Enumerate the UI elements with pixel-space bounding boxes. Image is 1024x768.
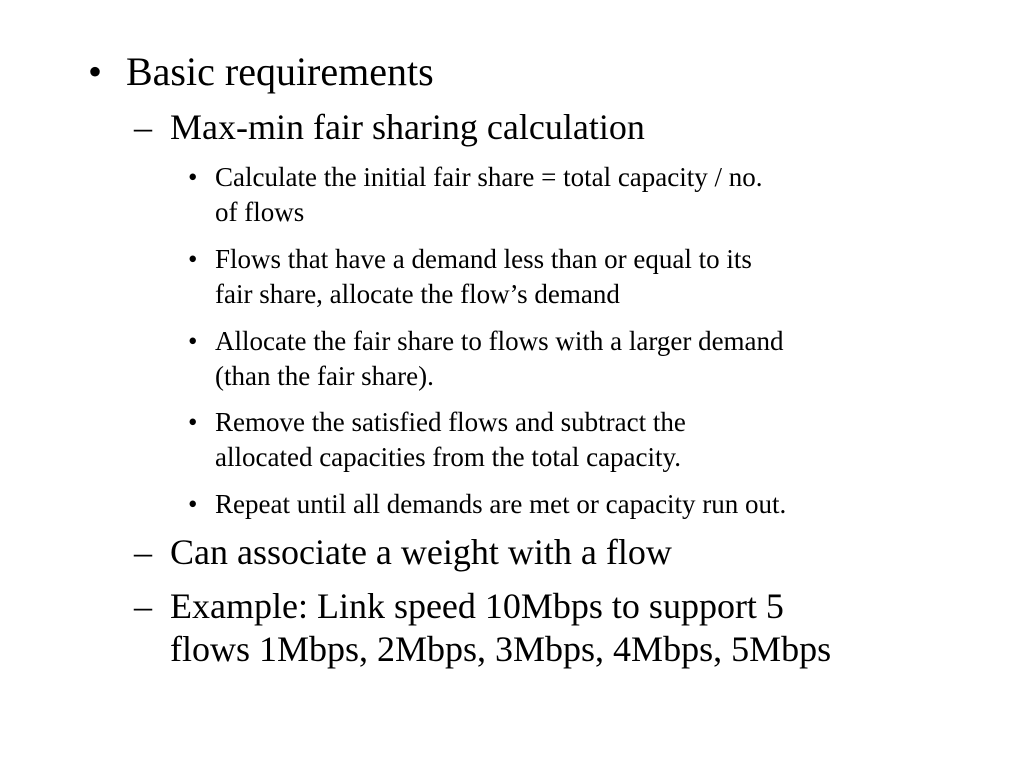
step-line: allocated capacities from the total capacity.: [215, 442, 682, 472]
bullet-marker: •: [88, 49, 103, 94]
bullet-marker: •: [188, 407, 198, 437]
step-text: [215, 324, 784, 394]
bullet-marker: •: [188, 489, 198, 519]
example-line: Example: Link speed 10Mbps to support 5: [170, 586, 784, 626]
step-text: [215, 242, 752, 312]
sub-item-text: [170, 585, 831, 671]
step-line: Calculate the initial fair share = total capacity / no.: [215, 162, 763, 192]
step-text: [215, 405, 686, 475]
step-line: Flows that have a demand less than or equal to its: [215, 244, 752, 274]
example-line: flows 1Mbps, 2Mbps, 3Mbps, 4Mbps, 5Mbps: [170, 629, 832, 669]
step-line: fair share, allocate the flow’s demand: [215, 279, 620, 309]
step-line: Remove the satisfied flows and subtract the: [215, 407, 686, 437]
bullet-marker: •: [188, 326, 198, 356]
step-text: [215, 160, 763, 230]
bullet-marker: •: [188, 244, 198, 274]
bullet-marker: •: [188, 162, 198, 192]
bullet-text: Basic requirements: [126, 49, 434, 94]
step-line: Allocate the fair share to flows with a larger demand: [215, 326, 784, 356]
sub-item-text: Can associate a weight with a flow: [170, 532, 672, 572]
dash-marker: –: [134, 586, 152, 626]
step-text: [215, 487, 786, 522]
dash-marker: –: [134, 107, 152, 147]
step-line: of flows: [215, 197, 305, 227]
step-line: Repeat until all demands are met or capacity run out.: [215, 489, 787, 519]
sub-item-text: Max-min fair sharing calculation: [170, 107, 645, 147]
dash-marker: –: [134, 532, 152, 572]
step-line: (than the fair share).: [215, 361, 434, 391]
